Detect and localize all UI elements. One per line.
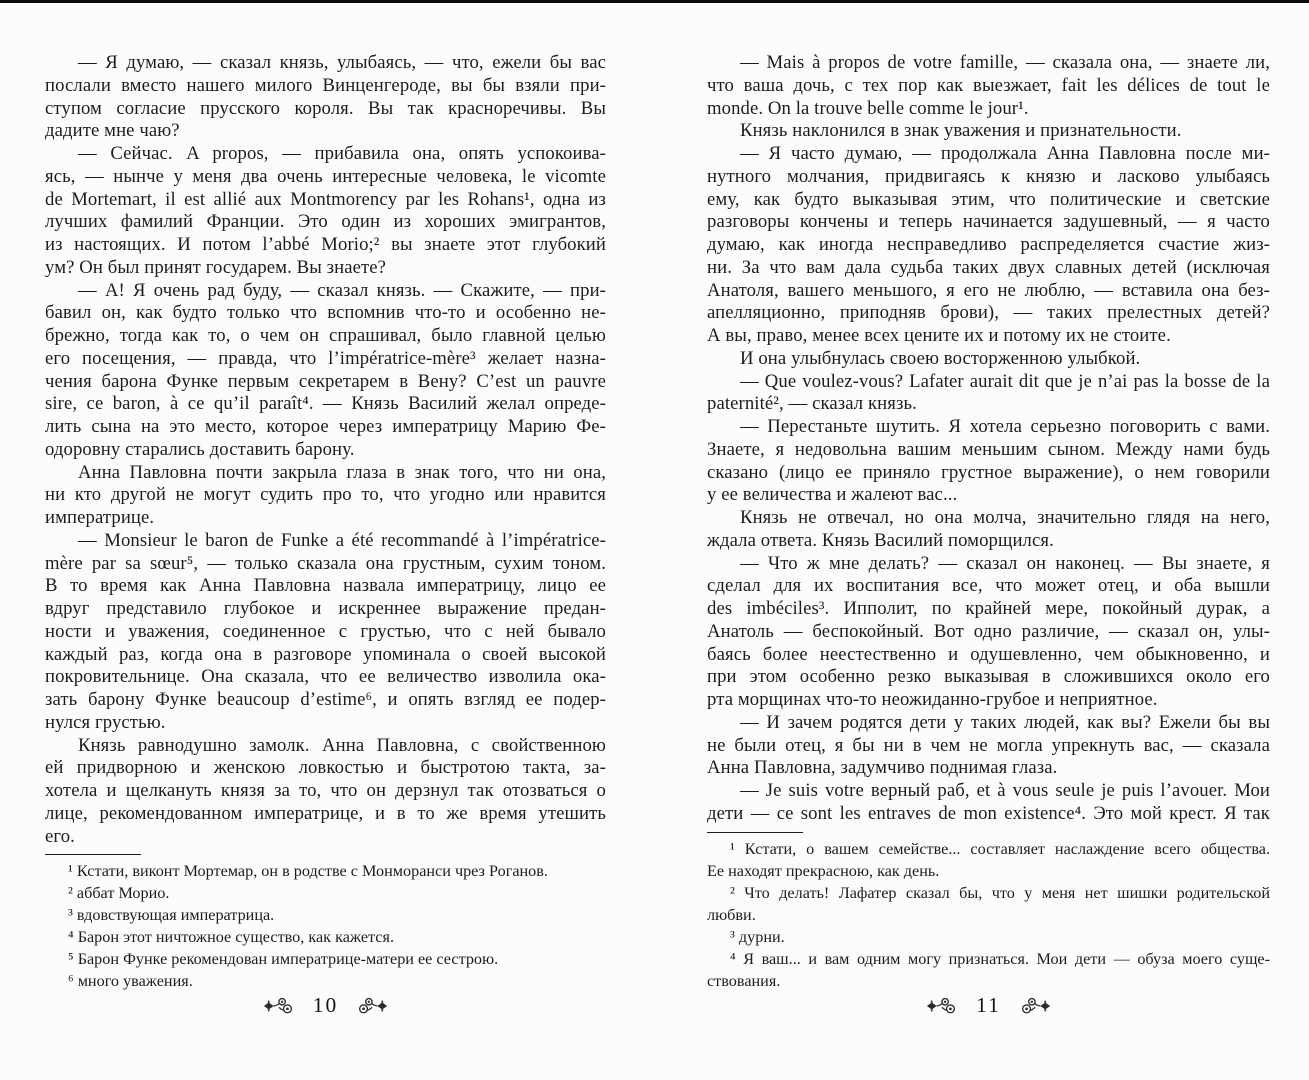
text-line: paternité², — сказал князь. xyxy=(707,393,917,415)
fleuron-left-icon xyxy=(926,995,958,1017)
text-line: его. xyxy=(45,825,75,847)
text-line: Анатоль — беспокойный. Вот одно различие, — сказал он, улы- xyxy=(707,620,1270,642)
footnote-line: ¹ Кстати, виконт Мортемар, он в родстве с Монморанси чрез Роганов. xyxy=(68,862,548,881)
text-line: бавил он, как будто только что вспомнив что-то и особенно не- xyxy=(45,302,606,324)
text-line: Князь не отвечал, но она молча, значительно глядя на него, xyxy=(740,507,1270,528)
text-line: одоровну старались доставить барону. xyxy=(45,438,355,460)
text-line: покровительнице. Она сказала, что ее величество изволила ока- xyxy=(45,666,606,688)
text-line: ждала ответа. Князь Василий поморщился. xyxy=(707,529,1054,551)
text-line: баясь более неестественно и одушевленно, чем обыкновенно, и xyxy=(707,643,1270,665)
text-line: — Я часто думаю, — продолжала Анна Павловна после ми- xyxy=(740,143,1270,164)
text-line: de Mortemart, il est allié aux Montmorency par les Rohans¹, одна из xyxy=(45,188,606,210)
text-line: лить сына на это место, которое через императрицу Марию Фе- xyxy=(45,416,606,437)
text-line: сказано (лицо ее приняло грустное выражение), о нем говорили xyxy=(707,461,1270,483)
page-left xyxy=(45,0,606,1080)
text-line: у ее величества и жалеют вас... xyxy=(707,484,958,506)
text-line: — Mais à propos de votre famille, — сказала она, — знаете ли, xyxy=(740,52,1270,73)
text-line: В то время как Анна Павловна назвала императрицу, лицо ее xyxy=(45,575,606,597)
text-line: — Сейчас. A propos, — прибавила она, опять успокоива- xyxy=(78,143,606,164)
footnote-line: ⁶ много уважения. xyxy=(68,972,193,991)
text-line: брежно, тогда как то, о чем он спрашивал, было главной целью xyxy=(45,325,606,346)
text-line: — Que voulez-vous? Lafater aurait dit que je n’ai pas la bosse de la xyxy=(740,370,1270,392)
footnote-line: ² аббат Морио. xyxy=(68,884,170,903)
footnote-separator xyxy=(45,854,141,855)
text-line: Князь равнодушно замолк. Анна Павловна, с свойственною xyxy=(78,734,606,756)
text-line: И она улыбнулась своею восторженною улыбкой. xyxy=(740,347,1141,369)
footnotes xyxy=(707,838,1270,992)
text-line: лице, рекомендованном императрице, и в то же время утешить xyxy=(45,802,606,824)
text-line: императрице. xyxy=(45,507,155,528)
text-line: при этом особенно резко выказывая в сложившихся около его xyxy=(707,666,1270,688)
text-line: — Что ж мне делать? — сказал он наконец. — Вы знаете, я xyxy=(740,552,1270,574)
text-line: лучших фамилий Франции. Это один из хороших эмигрантов, xyxy=(45,211,606,233)
text-line: ясь, — нынче у меня два очень интересные человека, le vicomte xyxy=(45,165,606,187)
page-number: 10 xyxy=(312,993,339,1017)
text-line: sire, ce baron, à ce qu’il paraît⁴. — Князь Василий желал опреде- xyxy=(45,393,606,415)
footnote-line: ствования. xyxy=(707,971,781,990)
text-line: Знаете, я недовольна вашим меньшим сыном. Между нами будь xyxy=(707,438,1270,460)
footnote-line: ² Что делать! Лафатер сказал бы, что у меня нет шишки родительской xyxy=(730,883,1270,902)
text-line: — Je suis votre верный раб, et à vous seule je puis l’avouer. Мои xyxy=(740,780,1270,801)
text-line: — Я думаю, — сказал князь, улыбаясь, — что, ежели бы вас xyxy=(78,52,606,73)
main-text xyxy=(45,0,606,848)
text-line: послали вместо нашего милого Винценгероде, вы бы взяли при- xyxy=(45,74,606,96)
text-line: ступом согласие прусского короля. Вы так красноречивы. Вы xyxy=(45,97,606,119)
text-line: — А! Я очень рад буду, — сказал князь. — Скажите, — при- xyxy=(78,279,606,301)
text-line: не были отец, я бы ни в чем не могла упрекнуть вас, — сказала xyxy=(707,734,1270,756)
text-line: дадите мне чаю? xyxy=(45,120,180,142)
text-line: ему, как будто выказывая этим, что политические и светские xyxy=(707,188,1270,210)
footnote-line: ⁵ Барон Функе рекомендован императрице-матери ее сестрою. xyxy=(68,950,499,969)
text-line: сделал для их воспитания все, что может отец, и оба вышли xyxy=(707,575,1270,597)
text-line: des imbéciles³. Ипполит, по крайней мере, покойный дурак, а xyxy=(707,598,1270,619)
footnote-line: ³ дурни. xyxy=(730,927,785,946)
text-line: разговоры кончены и теперь начинается задушевный, — я часто xyxy=(707,211,1270,233)
footnote-line: Ее находят прекрасною, как день. xyxy=(707,861,940,880)
page-number: 11 xyxy=(976,993,1001,1017)
text-line: Анатоля, вашего меньшого, я его не люблю, — вставила она без- xyxy=(707,279,1270,301)
text-line: дети — ce sont les entraves de mon existence⁴. Это мой крест. Я так xyxy=(707,802,1270,824)
fleuron-left-icon xyxy=(263,995,295,1017)
footnote-line: любви. xyxy=(707,905,756,924)
footnote-line: ⁴ Барон этот ничтожное существо, как кажется. xyxy=(68,928,394,947)
text-line: думаю, как иногда несправедливо распределяется счастие жиз- xyxy=(707,234,1270,255)
page-number-row xyxy=(707,993,1270,1018)
text-line: нутного молчания, придвигаясь к князю и ласково улыбаясь xyxy=(707,165,1270,187)
text-line: из настоящих. И потом l’abbé Morio;² вы знаете этот глубокий xyxy=(45,234,606,255)
footnote-line: ⁴ Я ваш... и вам одним могу признаться. Мои дети — обуза моего суще- xyxy=(730,949,1270,968)
text-line: Анна Павловна, задумчиво поднимая глаза. xyxy=(707,757,1058,779)
text-line: monde. On la trouve belle comme le jour¹. xyxy=(707,97,1029,119)
footnote-line: ¹ Кстати, о вашем семействе... составляет наслаждение всего общества. xyxy=(730,839,1270,858)
text-line: ум? Он был принят государем. Вы знаете? xyxy=(45,256,387,278)
footnotes xyxy=(45,860,606,992)
text-line: рта морщинах что-то неожиданно-грубое и неприятное. xyxy=(707,689,1158,710)
text-line: ей придворною и женскою ловкостью и быстротою такта, за- xyxy=(45,757,606,779)
text-line: нулся грустью. xyxy=(45,711,166,733)
text-line: каждый раз, когда она в разговоре упоминала о своей высокой xyxy=(45,643,606,665)
text-line: ни кто другой не могут судить про то, что угодно или нравится xyxy=(45,484,606,506)
text-line: ности и уважения, соединенное с грустью, что с ней бывало xyxy=(45,620,606,642)
text-line: А вы, право, менее всех цените их и потому их не стоите. xyxy=(707,325,1171,346)
text-line: ни. За что вам дала судьба таких двух славных детей (исключая xyxy=(707,256,1270,278)
text-line: Князь наклонился в знак уважения и признательности. xyxy=(740,120,1182,142)
text-line: апелляционно, приподняв брови), — таких прелестных детей? xyxy=(707,302,1270,324)
text-line: зать барону Функе beaucoup d’estime⁶, и опять взгляд ее подер- xyxy=(45,689,606,710)
footnote-separator xyxy=(707,832,803,833)
footnote-line: ³ вдовствующая императрица. xyxy=(68,906,275,925)
text-line: — Перестаньте шутить. Я хотела серьезно поговорить с вами. xyxy=(740,416,1270,437)
text-line: — Monsieur le baron de Funke a été recommandé à l’impératrice- xyxy=(78,529,606,551)
main-text xyxy=(707,0,1270,826)
text-line: mère par sa sœur⁵, — только сказала она грустным, сухим тоном. xyxy=(45,552,606,574)
text-line: что ваша дочь, с тех пор как выезжает, fait les délices de tout le xyxy=(707,74,1270,96)
text-line: — И зачем родятся дети у таких людей, как вы? Ежели бы вы xyxy=(740,711,1270,733)
text-line: чения барона Функе первым секретарем в Вену? C’est un pauvre xyxy=(45,370,606,392)
text-line: его посещения, — правда, что l’impératrice-mère³ желает назна- xyxy=(45,347,606,369)
fleuron-right-icon xyxy=(1019,995,1051,1017)
text-line: Анна Павловна почти закрыла глаза в знак того, что ни она, xyxy=(78,461,606,483)
text-line: хотела и щелкануть князя за то, что он дерзнул так отозваться о xyxy=(45,780,606,801)
page-number-row xyxy=(45,993,606,1018)
fleuron-right-icon xyxy=(356,995,388,1017)
text-line: вдруг представило глубокое и искреннее выражение предан- xyxy=(45,598,606,619)
page-right xyxy=(707,0,1270,1080)
